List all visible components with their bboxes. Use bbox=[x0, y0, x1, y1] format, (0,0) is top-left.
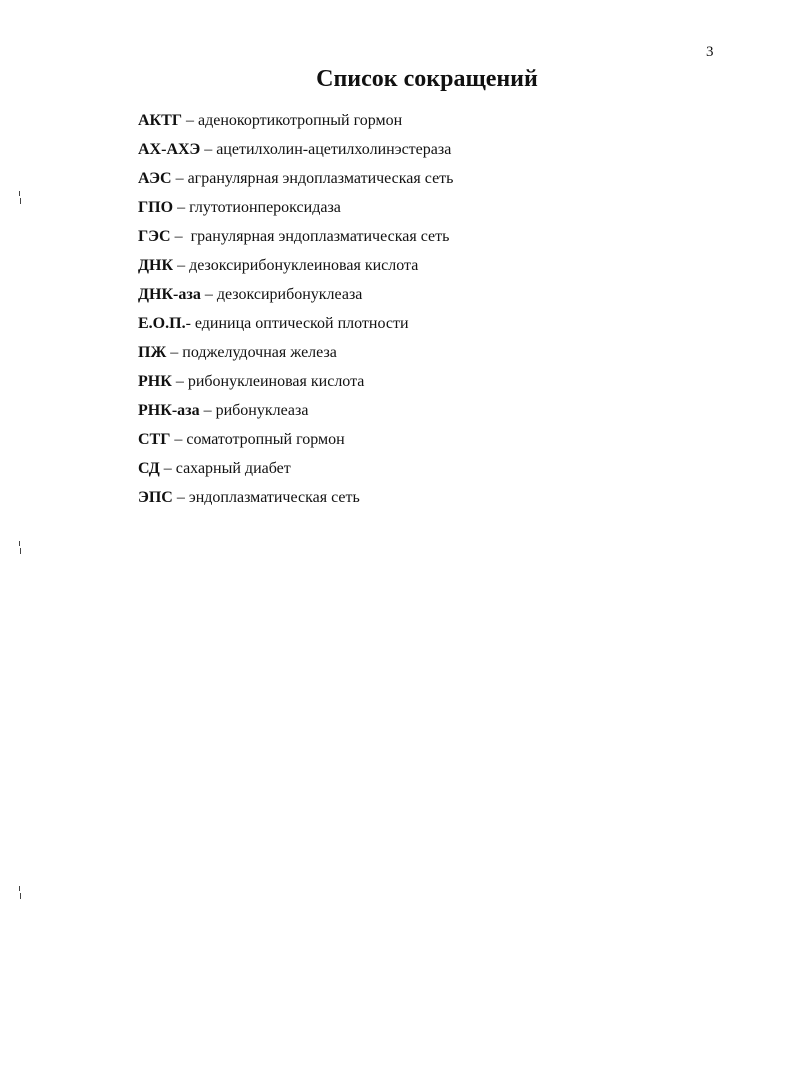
abbreviation-separator: – bbox=[173, 257, 190, 274]
abbreviation-term: ДНК-аза bbox=[138, 286, 201, 303]
abbreviation-term: ЭПС bbox=[138, 489, 173, 506]
abbreviation-term: АЭС bbox=[138, 170, 172, 187]
abbreviation-term: РНК-аза bbox=[138, 402, 200, 419]
abbreviation-definition: поджелудочная железа bbox=[182, 344, 337, 361]
abbreviation-definition: дезоксирибонуклеаза bbox=[216, 286, 363, 303]
abbreviation-definition: агранулярная эндоплазматическая сеть bbox=[187, 170, 454, 187]
abbreviation-term: АХ-АХЭ bbox=[138, 141, 201, 158]
abbreviation-separator: – bbox=[170, 228, 191, 245]
abbreviation-definition: глутотионпероксидаза bbox=[189, 199, 341, 216]
abbreviation-item bbox=[138, 341, 453, 370]
abbreviation-definition: соматотропный гормон bbox=[186, 431, 345, 448]
abbreviation-definition: дезоксирибонуклеиновая кислота bbox=[189, 257, 419, 274]
abbreviation-item bbox=[138, 399, 453, 428]
abbreviation-term: АКТГ bbox=[138, 112, 183, 129]
abbreviation-separator: – bbox=[173, 199, 190, 216]
abbreviation-item bbox=[138, 486, 453, 515]
abbreviation-definition: рибонуклеиновая кислота bbox=[187, 373, 365, 390]
abbreviation-definition: ацетилхолин-ацетилхолинэстераза bbox=[216, 141, 452, 158]
abbreviation-separator: – bbox=[199, 402, 216, 419]
abbreviation-separator: – bbox=[170, 431, 187, 448]
abbreviation-separator: – bbox=[200, 141, 217, 158]
abbreviation-definition: аденокортикотропный гормон bbox=[198, 112, 403, 129]
page-number: 3 bbox=[706, 44, 714, 60]
page-title: Список сокращений bbox=[316, 66, 538, 92]
abbreviation-separator: – bbox=[159, 460, 176, 477]
abbreviation-separator: – bbox=[200, 286, 217, 303]
abbreviation-definition: рибонуклеаза bbox=[215, 402, 309, 419]
abbreviation-separator: - bbox=[185, 315, 195, 332]
abbreviation-item bbox=[138, 457, 453, 486]
abbreviation-item bbox=[138, 428, 453, 457]
abbreviation-item bbox=[138, 254, 453, 283]
abbreviation-item bbox=[138, 196, 453, 225]
abbreviation-term: СТГ bbox=[138, 431, 171, 448]
abbreviation-item bbox=[138, 370, 453, 399]
abbreviation-item bbox=[138, 283, 453, 312]
abbreviation-item bbox=[138, 225, 453, 254]
abbreviation-definition: единица оптической плотности bbox=[194, 315, 409, 332]
abbreviation-separator: – bbox=[171, 170, 188, 187]
abbreviation-term: СД bbox=[138, 460, 160, 477]
abbreviation-separator: – bbox=[182, 112, 199, 129]
binding-hole-mark bbox=[19, 191, 21, 204]
abbreviation-separator: – bbox=[166, 344, 183, 361]
abbreviation-item bbox=[138, 312, 453, 341]
abbreviation-term: ДНК bbox=[138, 257, 174, 274]
binding-hole-mark bbox=[19, 886, 21, 899]
abbreviation-term: ГПО bbox=[138, 199, 174, 216]
abbreviation-separator: – bbox=[172, 489, 189, 506]
abbreviation-definition: сахарный диабет bbox=[175, 460, 291, 477]
abbreviation-item bbox=[138, 167, 453, 196]
binding-hole-mark bbox=[19, 541, 21, 554]
abbreviation-term: Е.О.П. bbox=[138, 315, 186, 332]
abbreviation-list bbox=[138, 109, 453, 515]
abbreviation-item bbox=[138, 138, 453, 167]
abbreviation-term: ПЖ bbox=[138, 344, 167, 361]
abbreviation-definition: гранулярная эндоплазматическая сеть bbox=[190, 228, 450, 245]
abbreviation-definition: эндоплазматическая сеть bbox=[188, 489, 360, 506]
abbreviation-term: ГЭС bbox=[138, 228, 171, 245]
abbreviation-term: РНК bbox=[138, 373, 172, 390]
abbreviation-item bbox=[138, 109, 453, 138]
abbreviation-separator: – bbox=[171, 373, 188, 390]
